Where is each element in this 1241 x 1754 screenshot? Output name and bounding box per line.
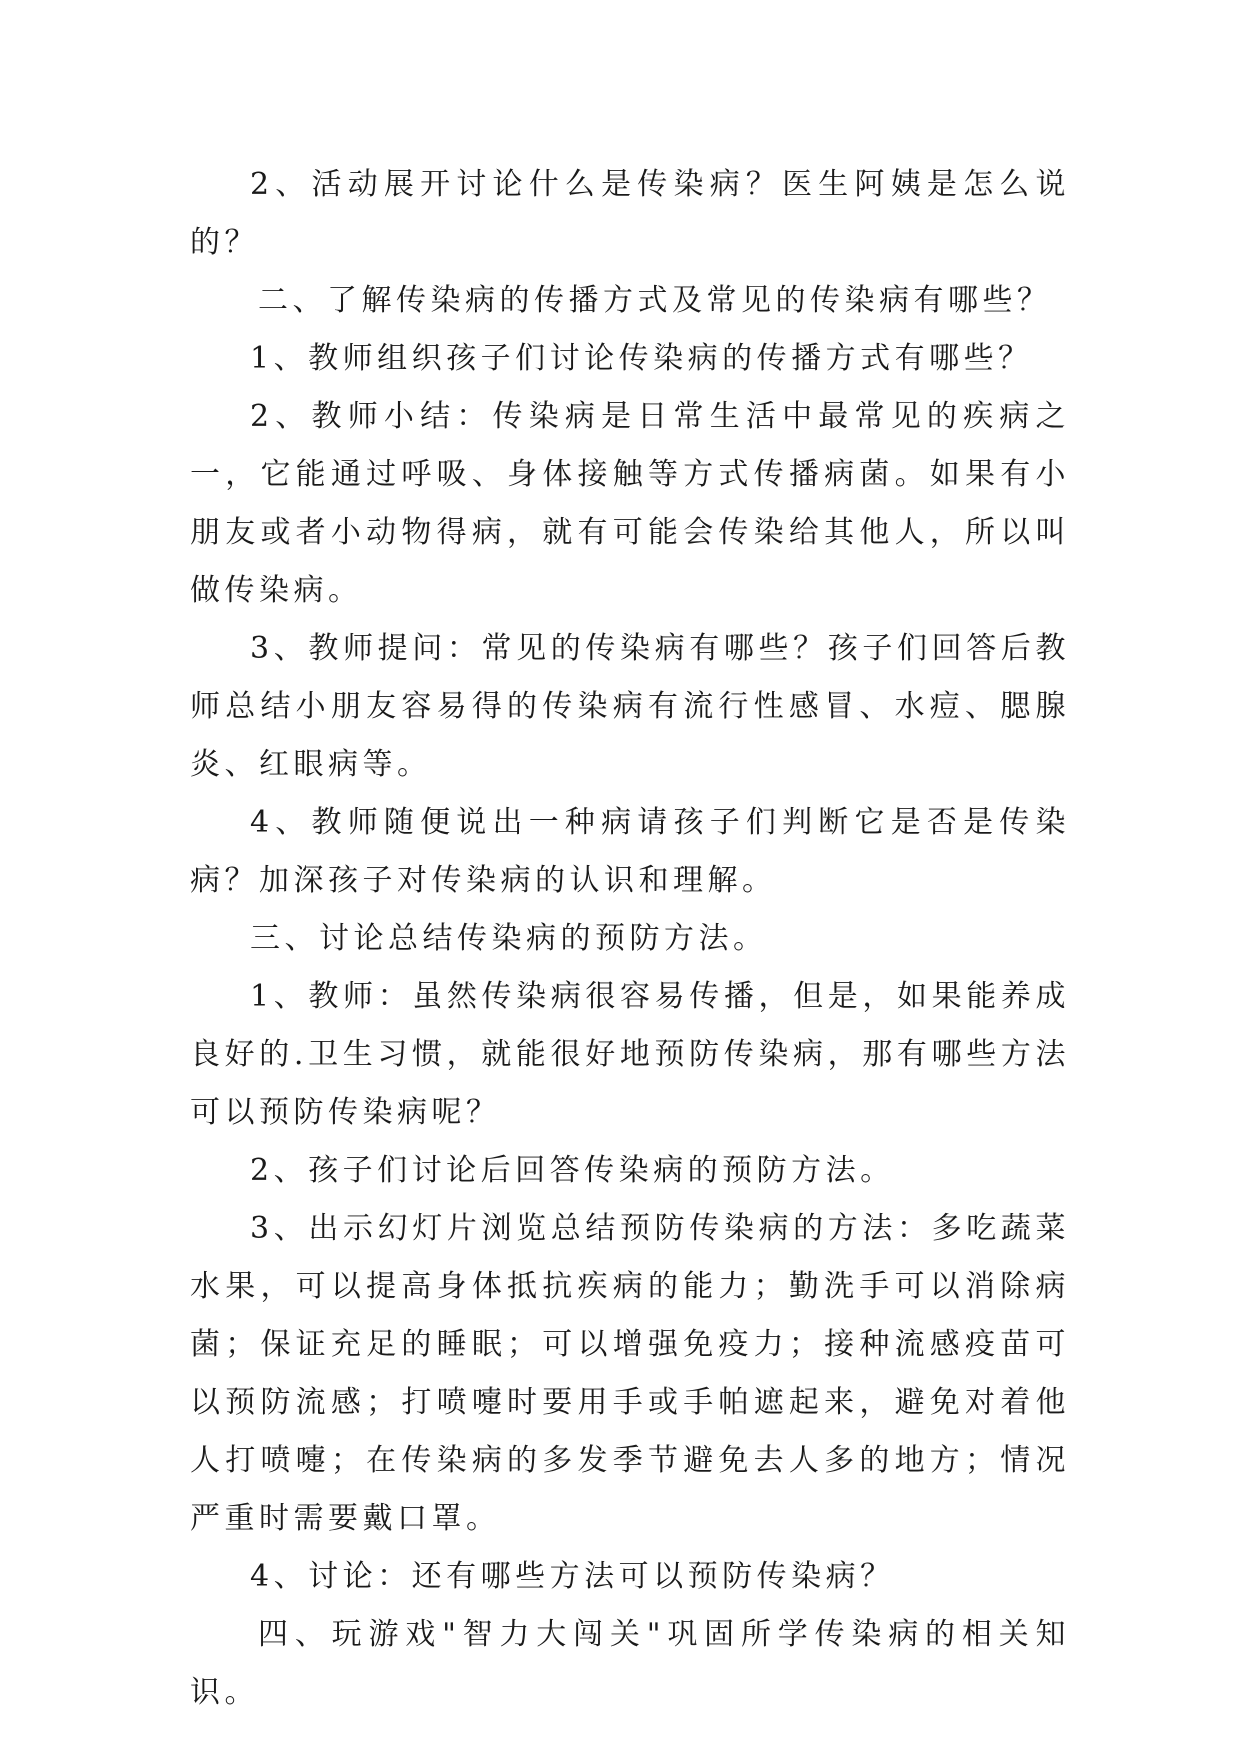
paragraph-children-discuss: 2、孩子们讨论后回答传染病的预防方法。 (250, 1153, 895, 1188)
paragraph-teacher-hygiene: 1、教师：虽然传染病很容易传播，但是，如果能养成良好的.卫生习惯，就能很好地预防传染病，那有哪些方法可以预防传染病呢？ (190, 979, 1070, 1130)
paragraph-teacher-question: 3、教师提问：常见的传染病有哪些？孩子们回答后教师总结小朋友容易得的传染病有流行性感冒、水痘、腮腺炎、红眼病等。 (190, 631, 1070, 782)
section-heading-2: 二、了解传染病的传播方式及常见的传染病有哪些？ (258, 283, 1052, 318)
section-heading-3: 三、讨论总结传染病的预防方法。 (250, 921, 768, 956)
paragraph-teacher-summary: 2、教师小结：传染病是日常生活中最常见的疾病之一，它能通过呼吸、身体接触等方式传播病菌。如果有小朋友或者小动物得病，就有可能会传染给其他人，所以叫做传染病。 (190, 399, 1070, 608)
paragraph-slides-summary: 3、出示幻灯片浏览总结预防传染病的方法：多吃蔬菜水果，可以提高身体抵抗疾病的能力；勤洗手可以消除病菌；保证充足的睡眠；可以增强免疫力；接种流感疫苗可以预防流感；打喷嚏时要用手或手帕遮起来，避免对着他人打喷嚏；在传染病的多发季节避免去人多的地方；情况严重时需要戴口罩。 (190, 1211, 1070, 1536)
paragraph-teacher-judge: 4、教师随便说出一种病请孩子们判断它是否是传染病？加深孩子对传染病的认识和理解。 (190, 805, 1070, 898)
paragraph-discussion-more: 4、讨论：还有哪些方法可以预防传染病？ (250, 1559, 895, 1594)
document-body (190, 156, 1070, 1722)
paragraph-activity-discussion: 2、活动展开讨论什么是传染病？医生阿姨是怎么说的？ (190, 167, 1070, 260)
section-heading-4: 四、玩游戏"智力大闯关"巩固所学传染病的相关知识。 (190, 1617, 1070, 1710)
paragraph-teacher-organize: 1、教师组织孩子们讨论传染病的传播方式有哪些？ (250, 341, 1033, 376)
